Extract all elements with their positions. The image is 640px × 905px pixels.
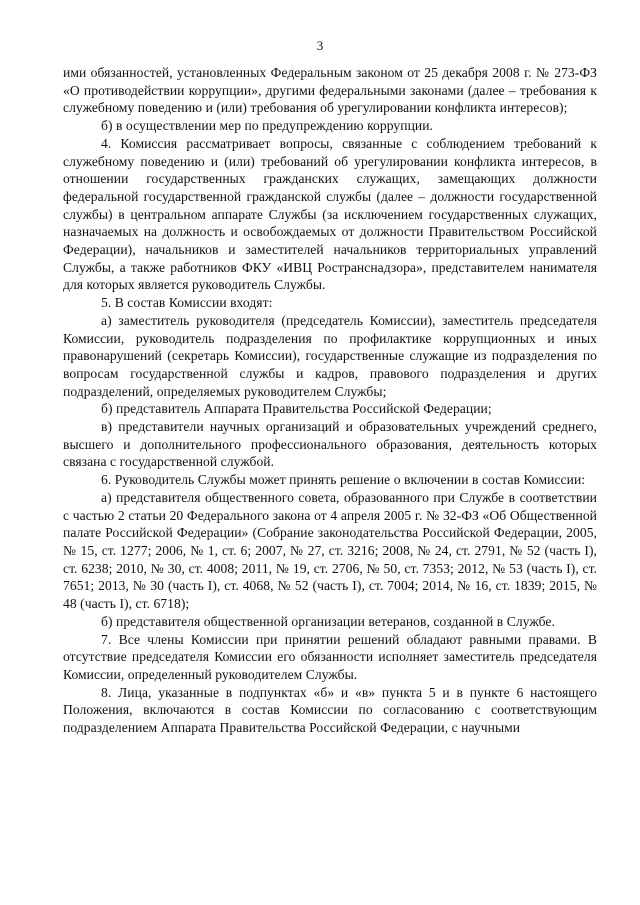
paragraph-5a: а) заместитель руководителя (председатель Комиссии), заместитель председателя Комиссии, руководитель подразделения по профилактике коррупционных и иных правонарушений (секретарь Комиссии), государственные служащие из подразделения по вопросам государственной службы и кадров, правового подразделения и других подразделений, определяемых руководителем Службы; <box>63 312 597 399</box>
paragraph-6b: б) представителя общественной организации ветеранов, созданной в Службе. <box>101 613 555 629</box>
paragraph-5b: б) представитель Аппарата Правительства Российской Федерации; <box>101 401 492 417</box>
paragraph-8: 8. Лица, указанные в подпунктах «б» и «в» пункта 5 и в пункте 6 настоящего Положения, включаются в состав Комиссии по согласованию с соответствующим подразделением Аппарата Правительства Российской Федерации, с научными <box>63 684 597 736</box>
paragraph-item-b: б) в осуществлении мер по предупреждению коррупции. <box>101 118 433 134</box>
paragraph-6a: а) представителя общественного совета, образованного при Службе в соответствии с частью 2 статьи 20 Федерального закона от 4 апреля 2005 г. № 32-ФЗ «Об Общественной палате Российской Федерации» (Собрание законодательства Российской Федерации, 2005, № 15, ст. 1277; 2006, № 1, ст. 6; 2007, № 27, ст. 3216; 2008, № 24, ст. 2791, № 52 (часть I), ст. 6238; 2010, № 30, ст. 4008; 2011, № 19, ст. 2706, № 50, ст. 7353; 2012, № 53 (часть I), ст. 7651; 2013, № 30 (часть I), ст. 4068, № 52 (часть I), ст. 7004; 2014, № 16, ст. 1839; 2015, № 48 (часть I), ст. 6718); <box>63 489 597 612</box>
paragraph-6: 6. Руководитель Службы может принять решение о включении в состав Комиссии: <box>101 472 586 488</box>
paragraph-continuation: ими обязанностей, установленных Федеральным законом от 25 декабря 2008 г. № 273-ФЗ «О противодействии коррупции», другими федеральными законами (далее – требования к служебному поведению и (или) требования об урегулировании конфликта интересов); <box>63 65 597 116</box>
page-number: 3 <box>316 38 324 53</box>
paragraph-7: 7. Все члены Комиссии при принятии решений обладают равными правами. В отсутствие председателя Комиссии его обязанности исполняет заместитель председателя Комиссии, определенный руководителем Службы. <box>63 631 597 682</box>
paragraph-4: 4. Комиссия рассматривает вопросы, связанные с соблюдением требований к служебному поведению и (или) требований об урегулировании конфликта интересов, в отношении государственных гражданских служащих, замещающих должности федеральной государственной гражданской службы (далее – должности государственной службы) в центральном аппарате Службы (за исключением государственных служащих, назначаемых на должность и освобождаемых от должности Правительством Российской Федерации), начальников и заместителей начальников территориальных управлений Службы, а также работников ФКУ «ИВЦ Ространснадзора», представителем нанимателя для которых является руководитель Службы. <box>63 135 597 293</box>
paragraph-5: 5. В состав Комиссии входят: <box>101 295 273 311</box>
document-body <box>63 64 597 737</box>
paragraph-5v: в) представители научных организаций и образовательных учреждений среднего, высшего и дополнительного профессионального образования, деятельность которых связана с государственной службой. <box>63 419 597 470</box>
